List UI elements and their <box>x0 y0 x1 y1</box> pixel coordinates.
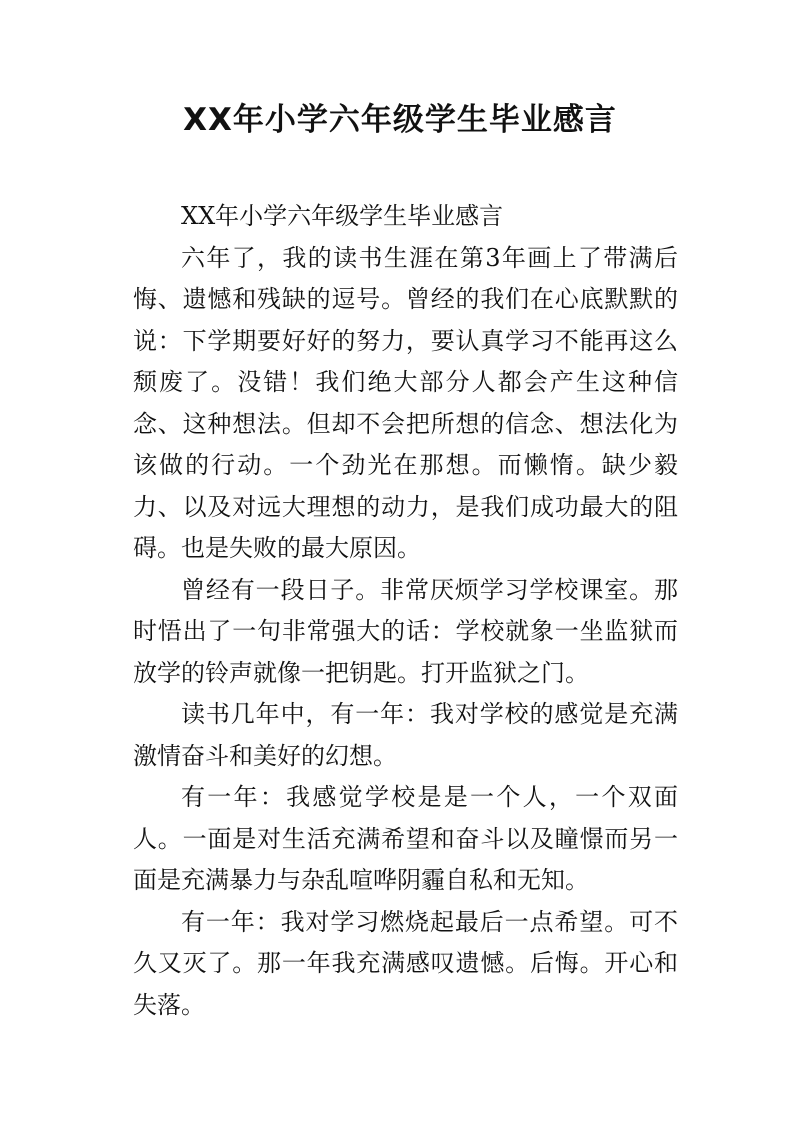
body-paragraph: 曾经有一段日子。非常厌烦学习学校课室。那时悟出了一句非常强大的话：学校就象一坐监狱而放学的铃声就像一把钥匙。打开监狱之门。 <box>133 575 678 687</box>
subtitle-paragraph: XX年小学六年级学生毕业感言 <box>181 202 504 230</box>
body-paragraph: 有一年：我感觉学校是是一个人，一个双面人。一面是对生活充满希望和奋斗以及瞳憬而另一面是充满暴力与杂乱喧哗阴霾自私和无知。 <box>133 783 678 894</box>
body-paragraph: 有一年：我对学习燃烧起最后一点希望。可不久又灭了。那一年我充满感叹遗憾。后悔。开心和失落。 <box>133 907 678 1019</box>
document-body <box>133 196 678 1026</box>
body-paragraph: 六年了，我的读书生涯在第3年画上了带满后悔、遗憾和残缺的逗号。曾经的我们在心底默默的说：下学期要好好的努力，要认真学习不能再这么颓废了。没错！我们绝大部分人都会产生这种信念、这种想法。但却不会把所想的信念、想法化为该做的行动。一个劲光在那想。而懒惰。缺少毅力、以及对远大理想的动力，是我们成功最大的阻碍。也是失败的最大原因。 <box>133 243 678 562</box>
body-paragraph: 读书几年中，有一年：我对学校的感觉是充满激情奋斗和美好的幻想。 <box>133 700 678 770</box>
document-title: XX年小学六年级学生毕业感言 <box>183 102 617 138</box>
